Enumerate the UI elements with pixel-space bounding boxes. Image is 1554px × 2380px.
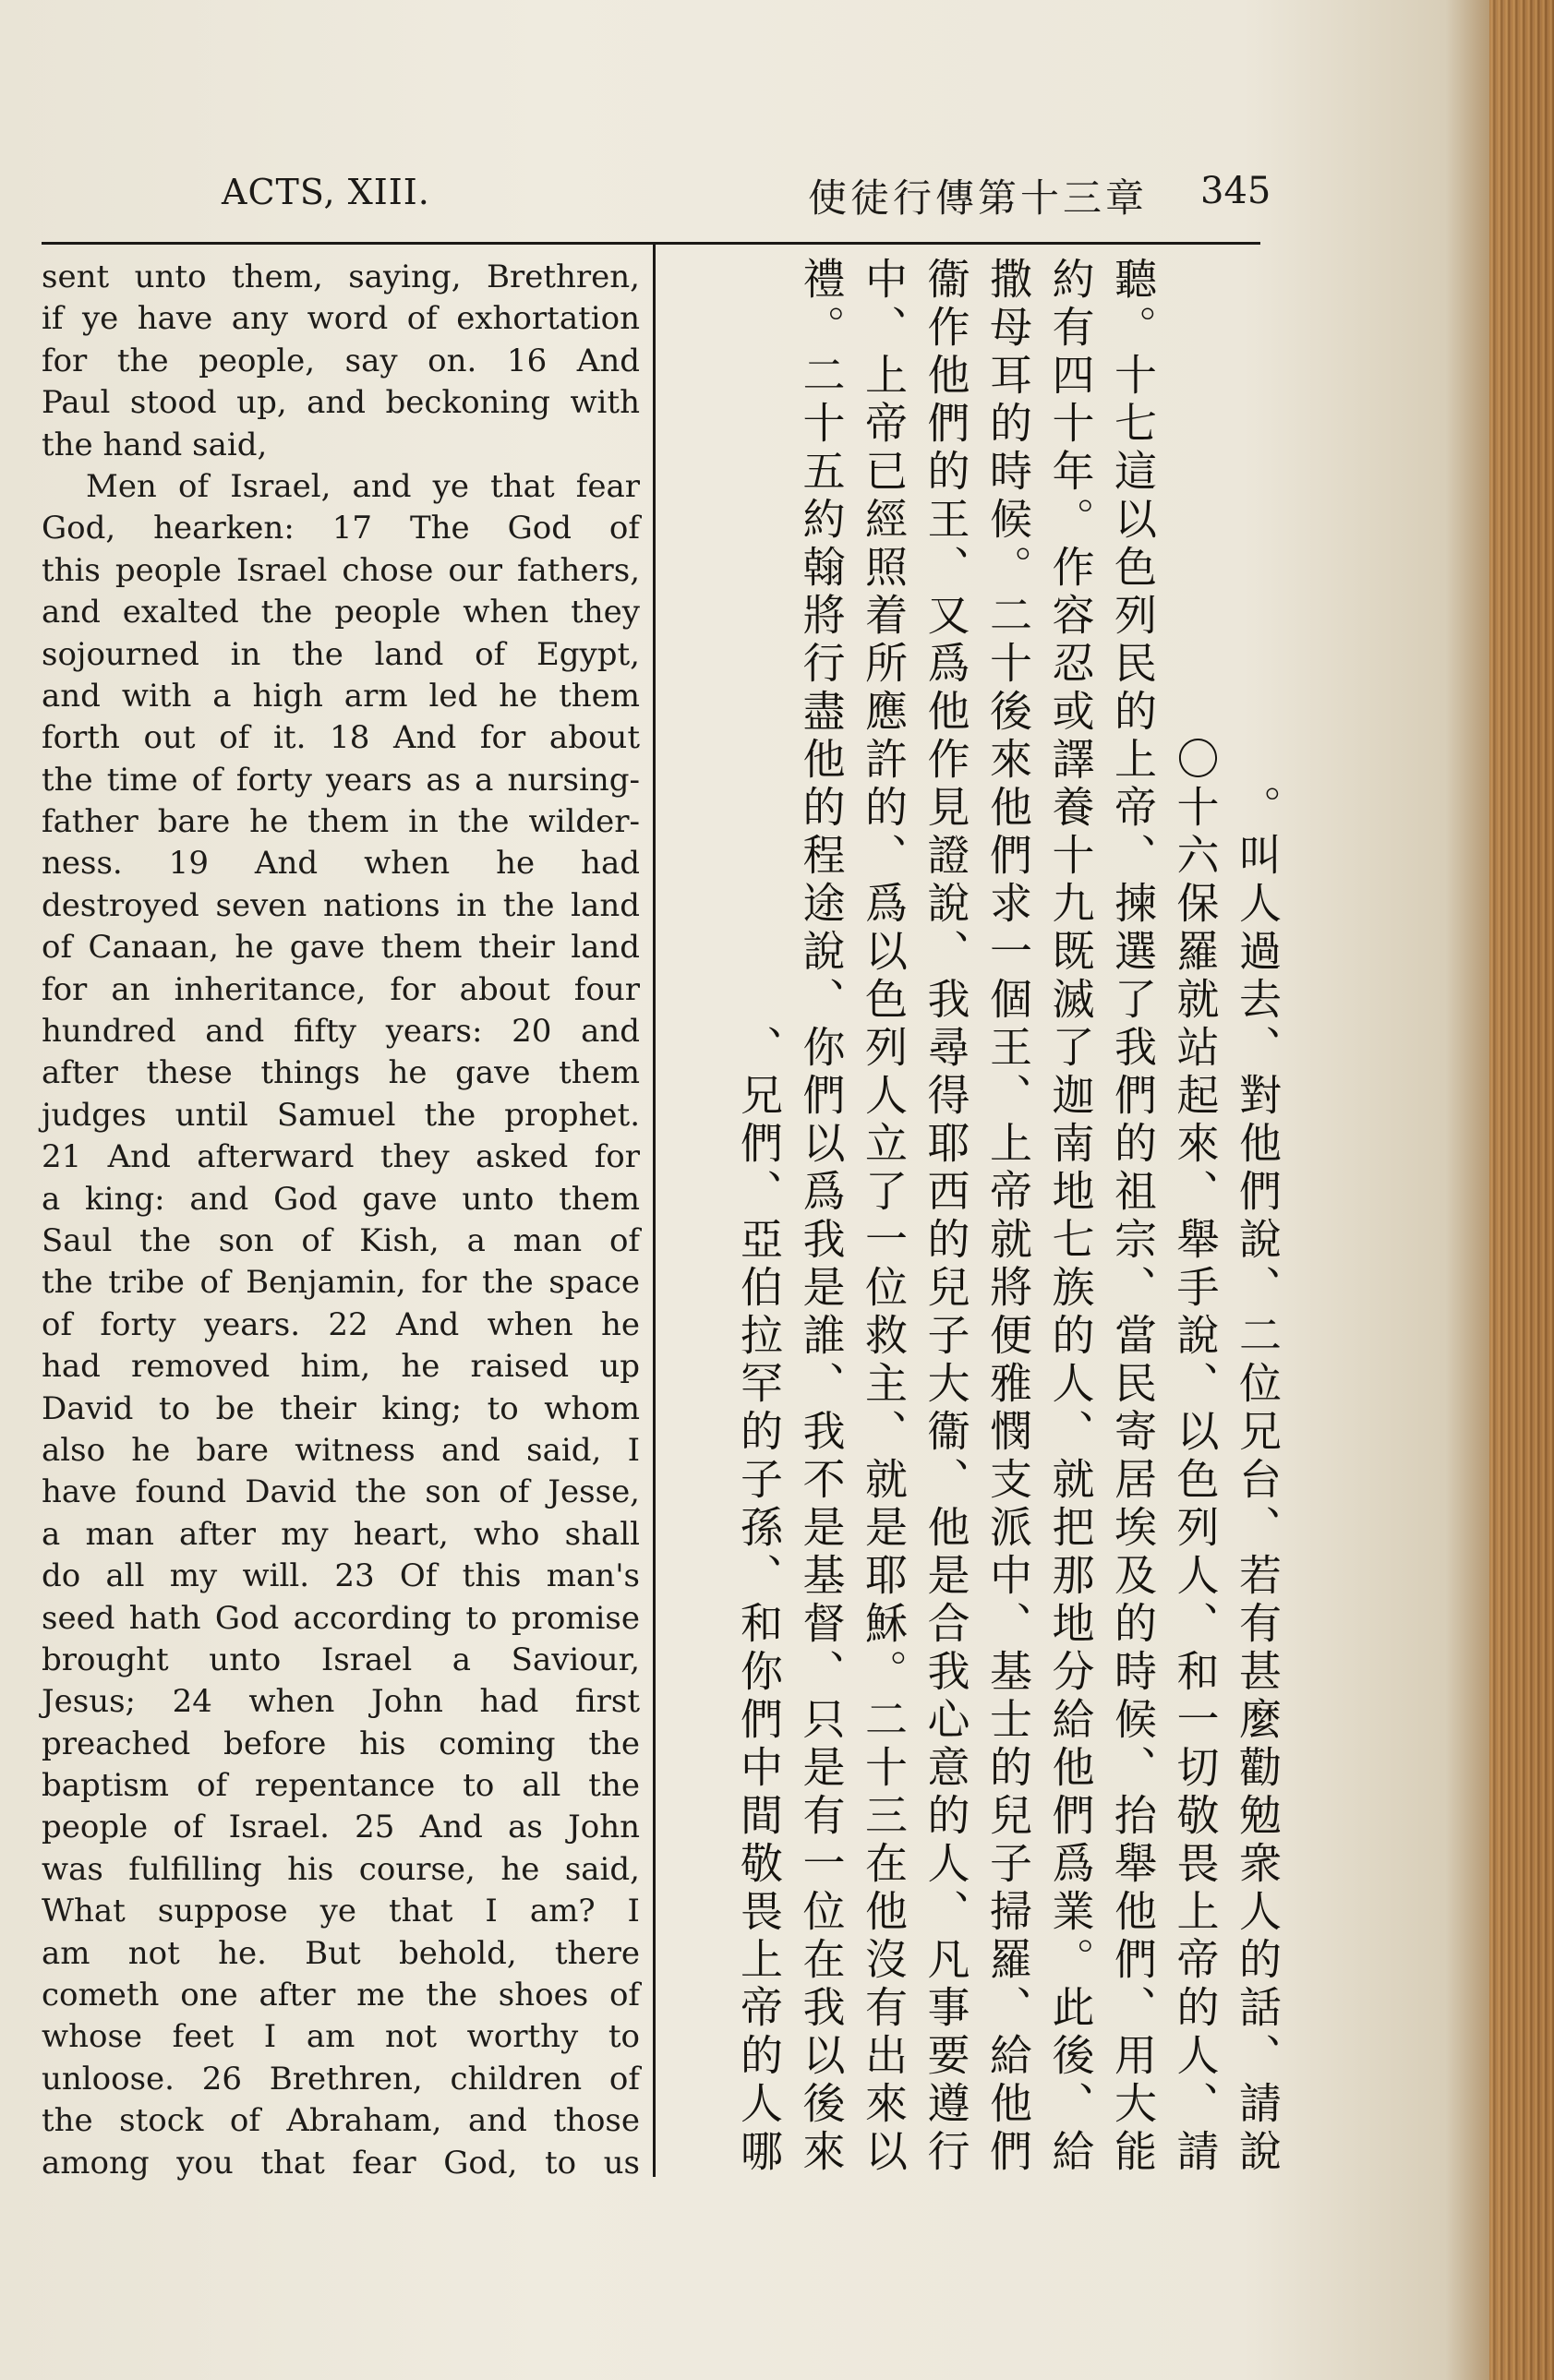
- chinese-vertical-column: 撒母耳的時候。二十後來他們求一個王、上帝就將便雅憫支派中、基士的兒子掃羅、給他們: [983, 257, 1033, 2177]
- english-line: forth out of it. 18 And for about: [42, 719, 640, 757]
- english-line: was fulfilling his course, he said,: [42, 1850, 640, 1888]
- chinese-vertical-column: 約有四十年。作容忍或譯養十九既滅了迦南地七族的人、就把那地分給他們爲業。此後、給: [1045, 257, 1096, 2177]
- english-line: Paul stood up, and beckoning with: [42, 384, 640, 422]
- chinese-vertical-column: 〇十六保羅就站起來、舉手說、以色列人、和一切敬畏上帝的人、請: [1170, 737, 1221, 2177]
- english-line: and with a high arm led he them: [42, 677, 640, 715]
- chinese-vertical-column: 叫人過去、對他們說、二位兄台、若有甚麼勸勉衆人的話、請說。: [1233, 785, 1283, 2177]
- english-line: judges until Samuel the prophet.: [42, 1096, 640, 1134]
- english-line: of forty years. 22 And when he: [42, 1305, 640, 1343]
- english-line: do all my will. 23 Of this man's: [42, 1557, 640, 1595]
- english-line: after these things he gave them: [42, 1054, 640, 1092]
- english-line: preached before his coming the: [42, 1725, 640, 1762]
- english-text-column: [42, 257, 640, 2184]
- english-line: of Canaan, he gave them their land: [42, 929, 640, 967]
- english-line: whose feet I am not worthy to: [42, 2018, 640, 2056]
- header-chinese-title: 使徒行傳第十三章: [808, 175, 1149, 221]
- chinese-text-columns: [665, 247, 1293, 2186]
- english-line: 21 And afterward they asked for: [42, 1138, 640, 1176]
- english-line: this people Israel chose our fathers,: [42, 551, 640, 589]
- page-number: 345: [1200, 170, 1271, 212]
- english-line: destroyed seven nations in the land: [42, 886, 640, 924]
- english-line: Saul the son of Kish, a man of: [42, 1221, 640, 1259]
- page-edge: [1489, 0, 1554, 2380]
- english-line: Men of Israel, and ye that fear: [86, 467, 640, 505]
- english-line: a king: and God gave unto them: [42, 1180, 640, 1218]
- english-line: have found David the son of Jesse,: [42, 1473, 640, 1511]
- english-line: also he bare witness and said, I: [42, 1431, 640, 1469]
- english-line: What suppose ye that I am? I: [42, 1893, 640, 1930]
- english-line: the hand said,: [42, 426, 268, 463]
- english-line: seed hath God according to promise: [42, 1599, 640, 1637]
- english-line: the tribe of Benjamin, for the space: [42, 1264, 640, 1302]
- header-rule: [42, 242, 1260, 245]
- english-line: David to be their king; to whom: [42, 1389, 640, 1427]
- english-line: Jesus; 24 when John had first: [42, 1683, 640, 1721]
- english-line: God, hearken: 17 The God of: [42, 510, 640, 547]
- english-line: sent unto them, saying, Brethren,: [42, 258, 640, 295]
- english-line: am not he. But behold, there: [42, 1934, 640, 1972]
- english-line: if ye have any word of exhortation: [42, 300, 640, 338]
- column-divider: [653, 243, 656, 2177]
- english-line: for an inheritance, for about four: [42, 970, 640, 1008]
- chinese-vertical-column: 兄們、亞伯拉罕的子孫、和你們中間敬畏上帝的人哪、: [734, 1025, 784, 2177]
- english-line: sojourned in the land of Egypt,: [42, 635, 640, 673]
- english-line: the stock of Abraham, and those: [42, 2102, 640, 2140]
- english-line: a man after my heart, who shall: [42, 1515, 640, 1553]
- running-header: [42, 166, 1270, 231]
- english-line: father bare he them in the wilder-: [42, 803, 640, 841]
- chinese-vertical-column: 中、上帝已經照着所應許的、爲以色列人立了一位救主、就是耶穌。二十三在他沒有出來以: [859, 257, 909, 2177]
- header-book-chapter: ACTS, XIII.: [222, 172, 430, 212]
- english-line: people of Israel. 25 And as John: [42, 1809, 640, 1846]
- english-line: among you that fear God, to us: [42, 2144, 640, 2182]
- english-line: unloose. 26 Brethren, children of: [42, 2060, 640, 2098]
- english-line: the time of forty years as a nursing-: [42, 761, 640, 799]
- chinese-vertical-column: 禮。二十五約翰將行盡他的程途說、你們以爲我是誰、我不是基督、只是有一位在我以後來: [796, 257, 847, 2177]
- english-line: ness. 19 And when he had: [42, 845, 640, 883]
- chinese-vertical-column: 衞作他們的王、又爲他作見證說、我尋得耶西的兒子大衞、他是合我心意的人、凡事要遵行: [921, 257, 971, 2177]
- english-line: had removed him, he raised up: [42, 1348, 640, 1386]
- chinese-vertical-column: 聽。十七這以色列民的上帝、揀選了我們的祖宗、當民寄居埃及的時候、抬舉他們、用大能: [1108, 257, 1158, 2177]
- english-line: and exalted the people when they: [42, 594, 640, 631]
- english-line: for the people, say on. 16 And: [42, 342, 640, 379]
- english-line: hundred and fifty years: 20 and: [42, 1013, 640, 1051]
- english-line: cometh one after me the shoes of: [42, 1977, 640, 2014]
- english-line: brought unto Israel a Saviour,: [42, 1641, 640, 1678]
- english-line: baptism of repentance to all the: [42, 1767, 640, 1805]
